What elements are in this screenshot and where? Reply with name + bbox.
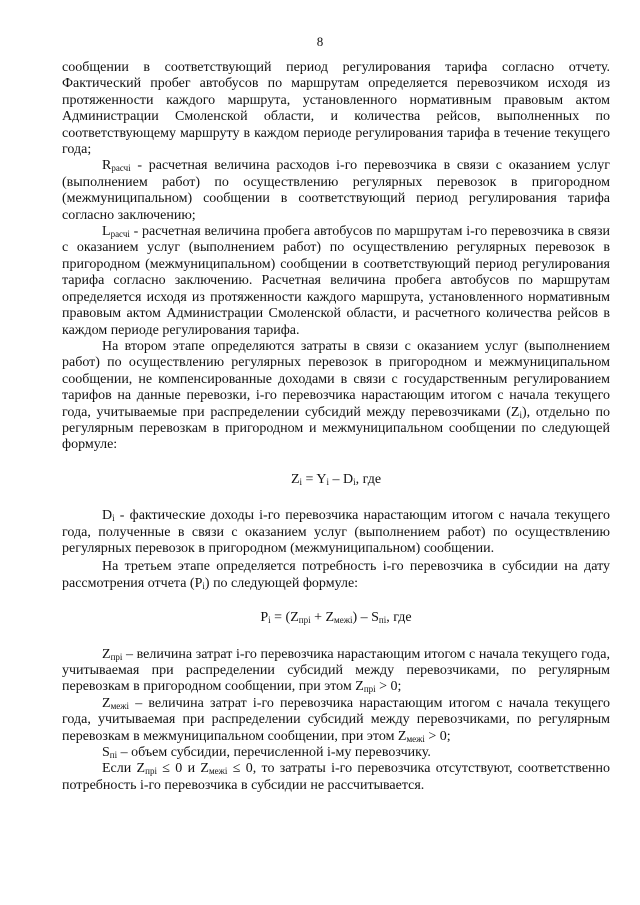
symbol-r: R	[102, 158, 112, 174]
symbol-l-subscript: расчi	[110, 229, 130, 240]
paragraph-stage-three	[62, 559, 610, 592]
zmezh-condition-subscript: межi	[406, 733, 425, 744]
formula-d-sub: i	[353, 476, 356, 487]
stage-three-text-end: ) по следующей формуле:	[204, 575, 359, 591]
formula-z-mezh: + Z	[310, 610, 335, 626]
zpr-condition-tail: > 0;	[375, 679, 402, 695]
page-number: 8	[316, 34, 324, 49]
symbol-zmezh: Z	[102, 695, 111, 711]
symbol-r-subscript: расчi	[111, 163, 131, 174]
symbol-d: D	[102, 508, 113, 524]
formula-s-sub: пi	[378, 615, 387, 626]
pi-subscript: i	[202, 580, 205, 591]
symbol-zpr-subscript: прi	[110, 651, 123, 662]
conclusion-sub-2: межi	[208, 766, 228, 777]
stage-two-text: На втором этапе определяются затраты в связи с оказанием услуг (выполнением работ) по осуществлению регулярных перевозок в пригородном и межмуниципальном сообщении, не компенсированные доходами в связи с государственным регулированием тарифов на данные перевозки, i-го перевозчика нарастающим итогом с начала текущего года, учитываемые при распределении субсидий между перевозчиками (Z	[62, 338, 610, 420]
symbol-zmezh-subscript: межi	[110, 700, 129, 711]
paragraph-d-definition	[62, 508, 610, 557]
formula-z: Z	[290, 471, 300, 487]
document-body	[62, 60, 610, 794]
paragraph-l-definition	[62, 224, 610, 339]
symbol-s: S	[102, 745, 110, 761]
formula2-tail: , где	[386, 610, 412, 626]
symbol-d-subscript: i	[112, 513, 115, 524]
zpr-definition-text: – величина затрат i-го перевозчика нарастающим итогом с начала текущего года, учитываемая при распределении субсидий между перевозчиками, по регулярным перевозкам в пригородном сообщении, при этом Z	[62, 646, 610, 695]
formula-z-mezh-sub: межi	[334, 615, 353, 626]
formula-pi	[62, 610, 610, 626]
formula-p-sub: i	[268, 615, 271, 626]
formula-y-sub: i	[326, 476, 330, 487]
paragraph-stage-two	[62, 339, 610, 454]
symbol-l: L	[102, 224, 111, 240]
zmezh-definition-text: – величина затрат i-го перевозчика нарастающим итогом с начала текущего года, учитываемая при распределении субсидий между перевозчиками, по регулярным перевозкам в межмуниципальном сообщении, при этом Z	[62, 695, 610, 744]
paragraph-continuation: сообщении в соответствующий период регулирования тарифа согласно отчету. Фактический пробег автобусов по маршрутам определяется перевозчиком исходя из протяженности каждого маршрута, установленного нормативным правовым актом Администрации Смоленской области, и количества рейсов, выполненных по соответствующему маршруту в каждом периоде регулирования тарифа в течение текущего года;	[62, 60, 610, 158]
paragraph-zpr-definition	[62, 647, 610, 696]
stage-two-text-end: ), отдельно по регулярным перевозкам в пригородном и межмуниципальном сообщении по следующей формуле:	[62, 404, 610, 453]
formula-d: – D	[329, 471, 354, 487]
conclusion-text-1: Если Z	[102, 761, 146, 777]
d-definition-text: - фактические доходы i-го перевозчика нарастающим итогом с начала текущего года, полученные в связи с оказанием услуг (выполнением работ) по осуществлению регулярных перевозок в пригородном (межмуниципальном) сообщении.	[62, 508, 610, 556]
s-definition-text: – объем субсидии, перечисленной i-му перевозчику.	[117, 745, 431, 761]
zmezh-condition-tail: > 0;	[424, 728, 451, 744]
symbol-s-subscript: пi	[109, 750, 118, 761]
formula-y: = Y	[302, 471, 327, 487]
formula-z-pr: = (Z	[270, 610, 299, 626]
l-definition-text: - расчетная величина пробега автобусов по маршрутам i-го перевозчика в связи с оказанием услуг (выполнением работ) по осуществлению регулярных перевозок в пригородном (межмуниципальном) сообщении в соответствующий период регулирования тарифа согласно заключению. Расчетная величина пробега автобусов по маршрутам определяется исходя из протяженности каждого маршрута, установленного нормативным правовым актом Администрации Смоленской области, и расчетного количества рейсов в каждом периоде регулирования тарифа.	[62, 224, 610, 338]
symbol-zpr: Z	[102, 646, 111, 662]
r-definition-text: - расчетная величина расходов i-го перевозчика в связи с оказанием услуг (выполнением работ) по осуществлению регулярных перевозок в пригородном (межмуниципальном) сообщении в соответствующий период регулирования тарифа согласно заключению;	[62, 158, 610, 223]
formula-z-sub: i	[299, 476, 303, 487]
formula-tail: , где	[355, 471, 382, 487]
conclusion-text-2: ≤ 0 и Z	[156, 761, 209, 777]
zi-subscript: i	[519, 409, 522, 420]
paragraph-zmezh-definition	[62, 696, 610, 745]
paragraph-conclusion	[62, 761, 610, 794]
conclusion-sub-1: прi	[145, 766, 157, 777]
stage-three-text: На третьем этапе определяется потребность i-го перевозчика в субсидии на дату рассмотрения отчета (P	[62, 559, 610, 591]
paragraph-s-definition	[62, 745, 610, 761]
formula-zi	[62, 472, 610, 488]
conclusion-text-3: ≤ 0, то затраты i-го перевозчика отсутствуют, соответственно потребность i-го перевозчика в субсидии не рассчитывается.	[62, 761, 610, 793]
formula-p: P	[260, 610, 269, 626]
formula-z-pr-sub: прi	[298, 615, 311, 626]
zpr-condition-subscript: прi	[363, 684, 376, 695]
formula-s: ) – S	[352, 610, 379, 626]
paragraph-r-definition	[62, 158, 610, 224]
